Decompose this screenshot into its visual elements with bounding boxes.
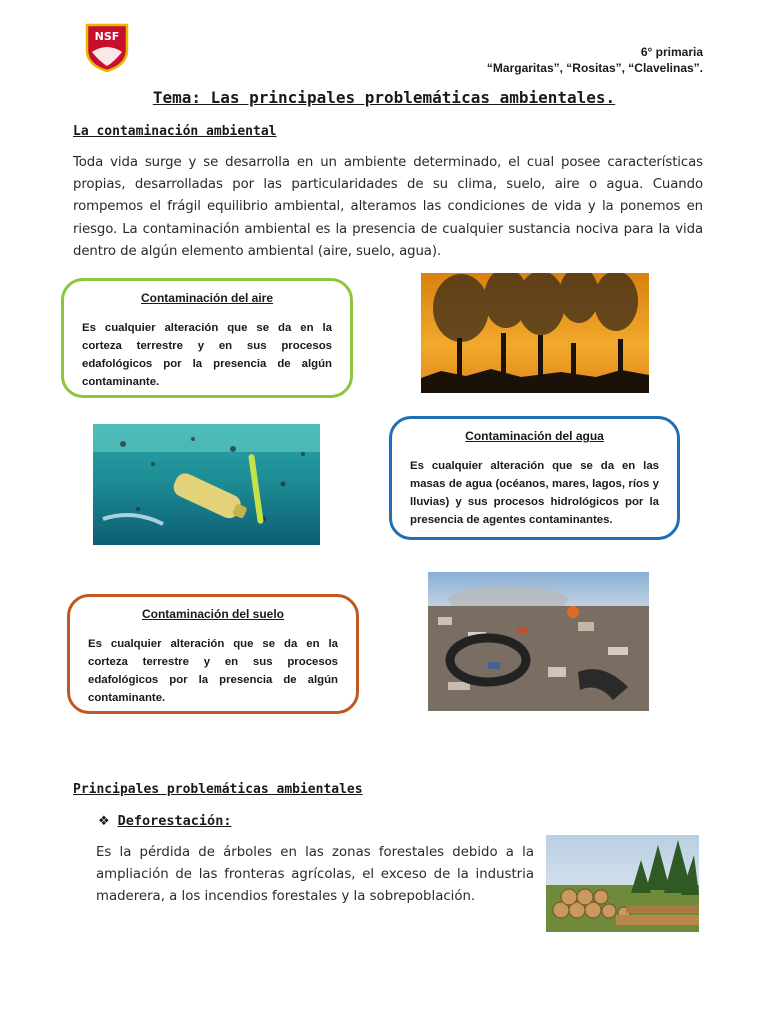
- section-heading-contaminacion: La contaminación ambiental: [73, 124, 277, 139]
- school-logo: [84, 22, 130, 72]
- box-title-agua: Contaminación del agua: [465, 429, 604, 443]
- box-title-aire: Contaminación del aire: [140, 291, 274, 305]
- bullet-label: Deforestación:: [117, 813, 232, 829]
- deforestation-paragraph: Es la pérdida de árboles en las zonas forestales debido a la ampliación de las fronteras agrícolas, el exceso de la industria maderera, a los incendios forestales y la sobrepoblación.: [96, 845, 534, 905]
- grade-label: 6° primaria: [640, 45, 703, 59]
- deforestation-photo: [546, 835, 699, 932]
- header-info: [487, 44, 703, 76]
- class-names: “Margaritas”, “Rositas”, “Clavelinas”.: [486, 61, 703, 75]
- bullet-deforestacion: [98, 813, 231, 829]
- diamond-bullet-icon: ❖: [98, 813, 110, 829]
- page-title: Tema: Las principales problemáticas ambientales.: [152, 88, 616, 107]
- box-title-suelo: Contaminación del suelo: [141, 607, 285, 621]
- box-contaminacion-suelo: [67, 594, 359, 714]
- intro-paragraph: Toda vida surge y se desarrolla en un ambiente determinado, el cual posee características propias, desarrolladas por las particularidades de su clima, suelo, aire o agua. Cuando rompemos el frágil equilibrio ambiental, alteramos las condiciones de vida y la ponemos en riesgo. La contaminación ambiental es la presencia de cualquier sustancia nociva para la vida dentro de algún elemento ambiental (aire, suelo, agua).: [73, 155, 703, 259]
- section-heading-problematicas: Principales problemáticas ambientales: [73, 782, 363, 797]
- box-text-aire: Es cualquier alteración que se da en la corteza terrestre y en sus procesos edafológicos por la presencia de algún contaminante.: [82, 322, 332, 388]
- box-contaminacion-agua: [389, 416, 680, 540]
- box-text-suelo: Es cualquier alteración que se da en la corteza terrestre y en sus procesos edafológicos por la presencia de algún contaminante.: [88, 638, 338, 704]
- box-text-agua: Es cualquier alteración que se da en las masas de agua (océanos, mares, lagos, ríos y lluvias) y sus procesos hidrológicos por la presencia de agentes contaminantes.: [410, 460, 659, 526]
- water-pollution-photo: [93, 424, 320, 545]
- svg-text:NSF: NSF: [94, 30, 120, 43]
- soil-pollution-photo: [428, 572, 649, 711]
- air-pollution-photo: [421, 273, 649, 393]
- box-contaminacion-aire: [61, 278, 353, 398]
